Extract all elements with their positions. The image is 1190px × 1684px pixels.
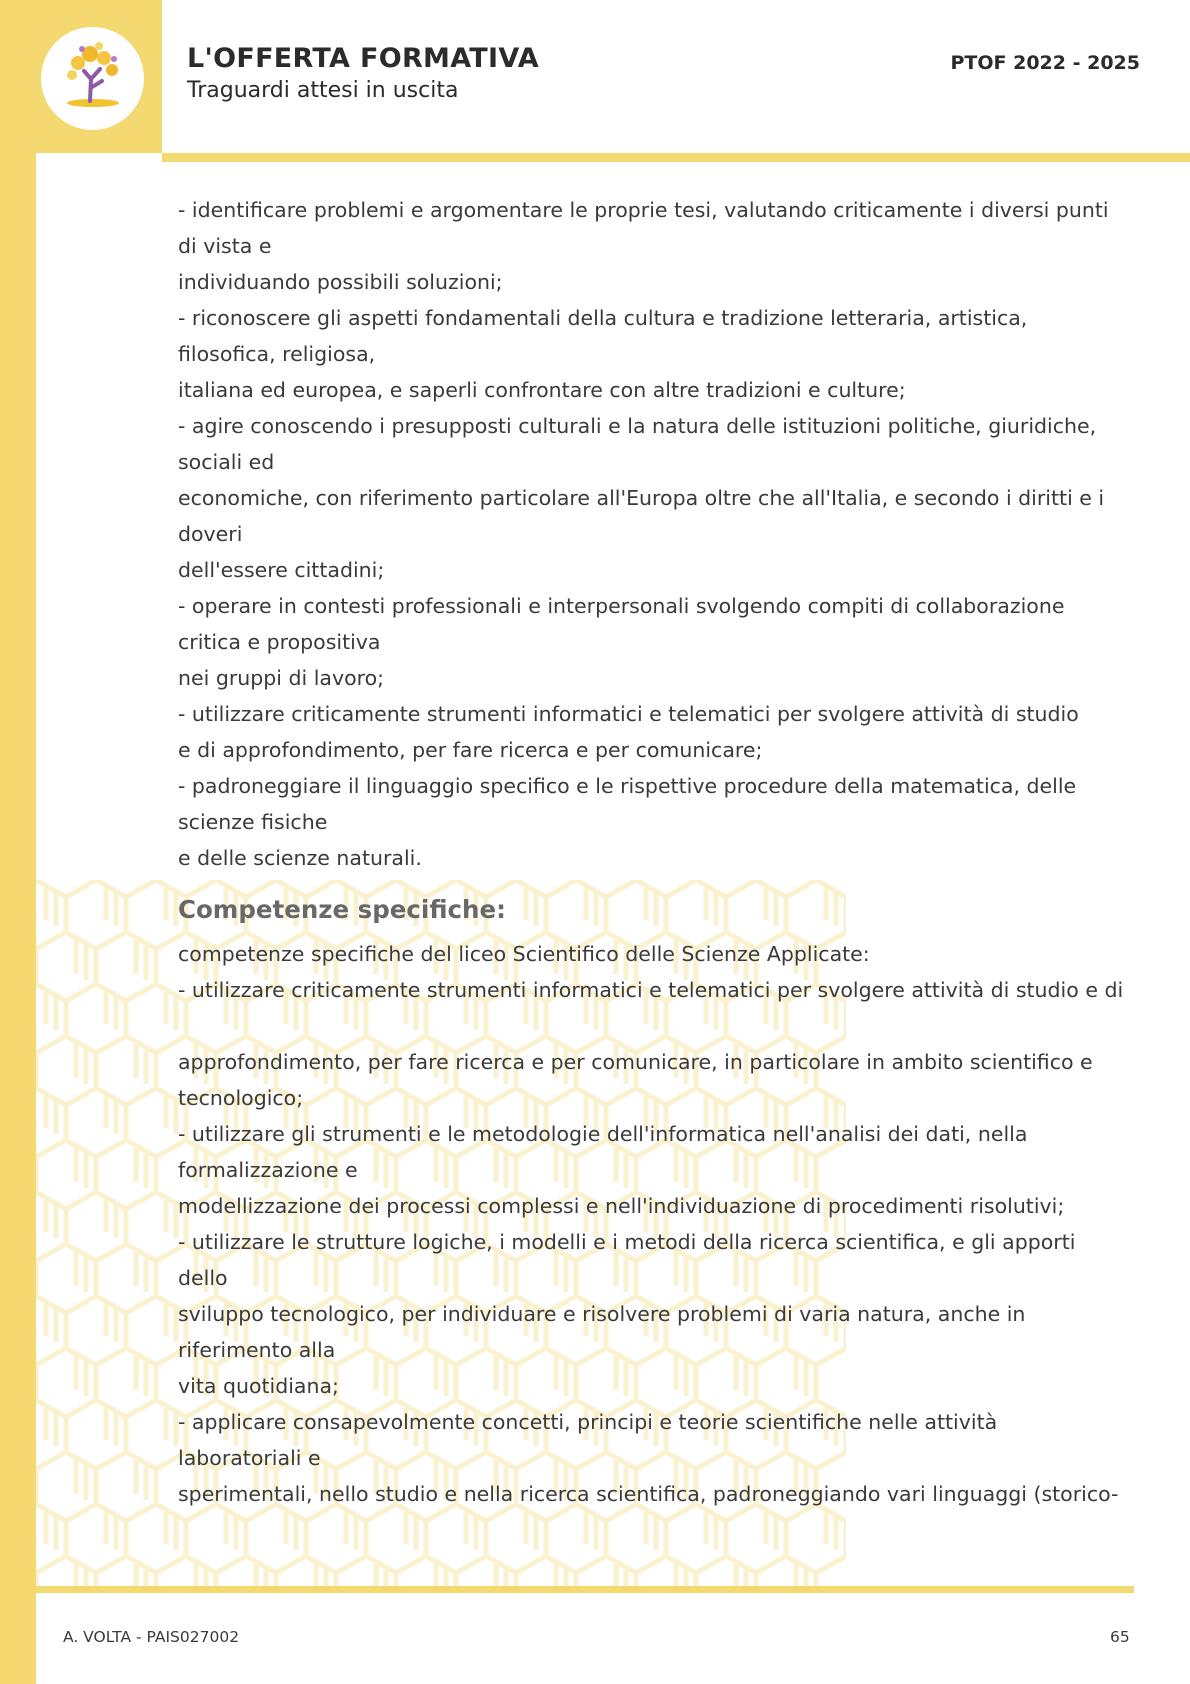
logo-badge [41,27,144,130]
text-line: formalizzazione e [178,1158,358,1182]
text-line: nei gruppi di lavoro; [178,666,385,690]
text-line: riferimento alla [178,1338,336,1362]
text-line: individuando possibili soluzioni; [178,270,503,294]
specific-competences-lines [178,936,1123,1512]
text-line: scienze fisiche [178,810,328,834]
text-line: competenze specifiche del liceo Scientifico delle Scienze Applicate: [178,942,870,966]
text-line: dell'essere cittadini; [178,558,385,582]
page-title: L'OFFERTA FORMATIVA [187,43,539,74]
text-line: modellizzazione dei processi complessi e nell'individuazione di procedimenti risolutivi; [178,1194,1065,1218]
footer-divider [36,1586,1134,1593]
text-line: - utilizzare gli strumenti e le metodologie dell'informatica nell'analisi dei dati, nella [178,1122,1028,1146]
text-line: critica e propositiva [178,630,381,654]
left-accent-band [0,0,36,1684]
text-line: approfondimento, per fare ricerca e per comunicare, in particolare in ambito scientifico e [178,1050,1093,1074]
text-line: economiche, con riferimento particolare all'Europa oltre che all'Italia, e secondo i diritti e i [178,486,1105,510]
footer-school-code: A. VOLTA - PAIS027002 [63,1628,240,1646]
logo-panel [0,0,162,153]
text-line: - utilizzare le strutture logiche, i modelli e i metodi della ricerca scientifica, e gli apporti [178,1230,1076,1254]
text-line: - identificare problemi e argomentare le proprie tesi, valutando criticamente i diversi punti [178,198,1109,222]
text-line: e delle scienze naturali. [178,846,422,870]
page-number: 65 [1110,1628,1130,1646]
text-line: vita quotidiana; [178,1374,339,1398]
text-line: - padroneggiare il linguaggio specifico e le rispettive procedure della matematica, delle [178,774,1077,798]
text-line: - operare in contesti professionali e interpersonali svolgendo compiti di collaborazione [178,594,1065,618]
text-line: doveri [178,522,243,546]
text-line: italiana ed europea, e saperli confrontare con altre tradizioni e culture; [178,378,906,402]
ptof-label: PTOF 2022 - 2025 [950,52,1140,74]
text-line: sviluppo tecnologico, per individuare e risolvere problemi di varia natura, anche in [178,1302,1026,1326]
text-line: tecnologico; [178,1086,304,1110]
text-line: di vista e [178,234,272,258]
header-divider [162,153,1190,162]
section-heading: Competenze specifiche: [178,895,506,924]
intro-lines [178,192,1123,876]
text-line: - applicare consapevolmente concetti, principi e teorie scientifiche nelle attività [178,1410,998,1434]
text-line: - utilizzare criticamente strumenti informatici e telematici per svolgere attività di studio [178,702,1079,726]
text-line: - riconoscere gli aspetti fondamentali della cultura e tradizione letteraria, artistica, [178,306,1028,330]
text-line: dello [178,1266,228,1290]
text-line: sociali ed [178,450,275,474]
text-line: laboratoriali e [178,1446,321,1470]
tree-logo-icon [54,37,132,120]
text-line: e di approfondimento, per fare ricerca e per comunicare; [178,738,763,762]
blank-line [178,1008,1123,1044]
text-line: filosofica, religiosa, [178,342,376,366]
document-body [178,192,1123,1512]
text-line: - agire conoscendo i presupposti culturali e la natura delle istituzioni politiche, giuridiche, [178,414,1097,438]
text-line: - utilizzare criticamente strumenti informatici e telematici per svolgere attività di studio e di [178,978,1124,1002]
text-line: sperimentali, nello studio e nella ricerca scientifica, padroneggiando vari linguaggi (storico- [178,1482,1119,1506]
page-subtitle: Traguardi attesi in uscita [187,78,459,103]
